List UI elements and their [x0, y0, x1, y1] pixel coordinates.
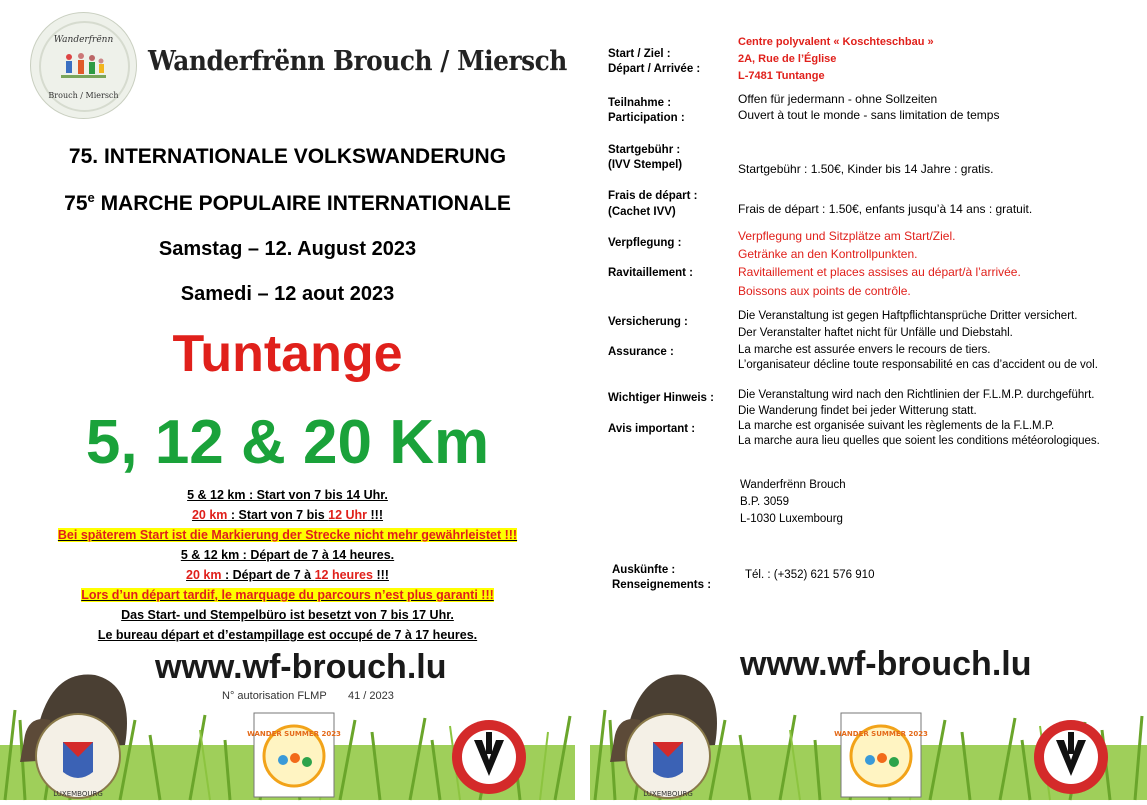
insurance-line-3: La marche est assurée envers le recours de tiers. — [738, 344, 991, 356]
phone-number[interactable]: Tél. : (+352) 621 576 910 — [745, 569, 875, 581]
start-fr-short: 5 & 12 km : Départ de 7 à 14 heures. — [180, 548, 395, 562]
notice-line-3: La marche est organisée suivant les règlements de la F.L.M.P. — [738, 420, 1055, 432]
wander-summer-badge — [247, 712, 341, 790]
heading-fr: 75e MARCHE POPULAIRE INTERNATIONALE — [64, 190, 511, 215]
office-hours-de: Das Start- und Stempelbüro ist besetzt von 7 bis 17 Uhr. — [121, 608, 454, 622]
hikers-icon — [61, 51, 106, 86]
fee-label-de: Startgebühr : — [608, 144, 681, 156]
wander-summer-badge-right — [834, 712, 928, 790]
participation-fr: Ouvert à tout le monde - sans limitation de temps — [738, 108, 1000, 122]
food-line-2: Getränke an den Kontrollpunkten. — [738, 247, 918, 261]
insurance-line-4: L’organisateur décline toute responsabilité en cas d’accident ou de vol. — [738, 359, 1098, 371]
fee-label-fr: Frais de départ : — [608, 190, 698, 202]
start-de-short: 5 & 12 km : Start von 7 bis 14 Uhr. — [187, 488, 388, 502]
ivv-logo-icon-right — [1032, 718, 1110, 796]
start-address-line-1: Centre polyvalent « Koschteschbau » — [738, 36, 934, 48]
fee-fr: Frais de départ : 1.50€, enfants jusqu’à 14 ans : gratuit. — [738, 202, 1033, 216]
participation-de: Offen für jedermann - ohne Sollzeiten — [738, 92, 938, 106]
participation-label-de: Teilnahme : — [608, 97, 672, 109]
postal-line-2: B.P. 3059 — [740, 496, 790, 508]
notice-line-2: Die Wanderung findet bei jeder Witterung statt. — [738, 405, 977, 417]
insurance-label-fr: Assurance : — [608, 346, 674, 358]
notice-label-fr: Avis important : — [608, 423, 696, 435]
svg-text:LUXEMBOURG: LUXEMBOURG — [53, 790, 103, 798]
club-logo: Wanderfrënn Brouch / Miersch — [30, 12, 137, 119]
notice-line-1: Die Veranstaltung wird nach den Richtlinien der F.L.M.P. durchgeführt. — [738, 389, 1095, 401]
food-line-3: Ravitaillement et places assises au départ/à l’arrivée. — [738, 265, 1021, 279]
authorisation-label: N° autorisation FLMP — [222, 690, 327, 702]
heading-de: 75. INTERNATIONALE VOLKSWANDERUNG — [68, 145, 507, 168]
info-label-de: Auskünfte : — [612, 564, 676, 576]
authorisation-number: 41 / 2023 — [348, 690, 394, 702]
start-address-line-2: 2A, Rue de l’Église — [738, 53, 837, 65]
flmp-crest-icon — [8, 712, 103, 798]
date-fr: Samedi – 12 aout 2023 — [180, 283, 395, 305]
postal-line-3: L-1030 Luxembourg — [740, 513, 843, 525]
fee-label-fr-sub: (Cachet IVV) — [608, 206, 676, 218]
participation-label-fr: Participation : — [608, 112, 685, 124]
food-label-fr: Ravitaillement : — [608, 267, 693, 279]
start-label-fr: Départ / Arrivée : — [608, 63, 701, 75]
warning-fr: Lors d’un départ tardif, le marquage du parcours n’est plus garanti !!! — [81, 588, 494, 602]
start-label-de: Start / Ziel : — [608, 48, 671, 60]
flmp-crest-icon-right — [598, 712, 693, 798]
website-right[interactable]: www.wf-brouch.lu — [740, 645, 1032, 683]
right-page — [590, 0, 1147, 800]
start-address-line-3: L-7481 Tuntange — [738, 70, 825, 82]
fee-label-de-sub: (IVV Stempel) — [608, 159, 683, 171]
start-fr-long: 20 km : Départ de 7 à 12 heures !!! — [186, 568, 389, 582]
ivv-logo-icon — [450, 718, 528, 796]
notice-line-4: La marche aura lieu quelles que soient les conditions météorologiques. — [738, 435, 1100, 447]
club-title: Wanderfrënn Brouch / Miersch — [148, 46, 567, 77]
warning-de: Bei späterem Start ist die Markierung der Strecke nicht mehr gewährleistet !!! — [57, 528, 518, 542]
fee-de: Startgebühr : 1.50€, Kinder bis 14 Jahre : gratis. — [738, 162, 994, 176]
start-de-long: 20 km : Start von 7 bis 12 Uhr !!! — [191, 508, 384, 522]
left-page — [0, 0, 575, 800]
svg-text:LUXEMBOURG: LUXEMBOURG — [643, 790, 693, 798]
notice-label-de: Wichtiger Hinweis : — [608, 392, 714, 404]
office-hours-fr: Le bureau départ et d’estampillage est occupé de 7 à 17 heures. — [97, 628, 478, 642]
distances: 5, 12 & 20 Km — [85, 408, 490, 477]
food-line-1: Verpflegung und Sitzplätze am Start/Ziel. — [738, 229, 956, 243]
insurance-line-1: Die Veranstaltung ist gegen Haftpflichtansprüche Dritter versichert. — [738, 310, 1078, 322]
date-de: Samstag – 12. August 2023 — [158, 238, 417, 260]
svg-text:WANDER SUMMER 2023: WANDER SUMMER 2023 — [247, 730, 341, 738]
svg-text:WANDER SUMMER 2023: WANDER SUMMER 2023 — [834, 730, 928, 738]
food-line-4: Boissons aux points de contrôle. — [738, 284, 911, 298]
postal-line-1: Wanderfrënn Brouch — [740, 479, 846, 491]
town-name: Tuntange — [172, 325, 403, 383]
website-left[interactable]: www.wf-brouch.lu — [155, 648, 447, 686]
insurance-label-de: Versicherung : — [608, 316, 688, 328]
info-label-fr: Renseignements : — [612, 579, 712, 591]
insurance-line-2: Der Veranstalter haftet nicht für Unfälle und Diebstahl. — [738, 327, 1013, 339]
food-label-de: Verpflegung : — [608, 237, 682, 249]
